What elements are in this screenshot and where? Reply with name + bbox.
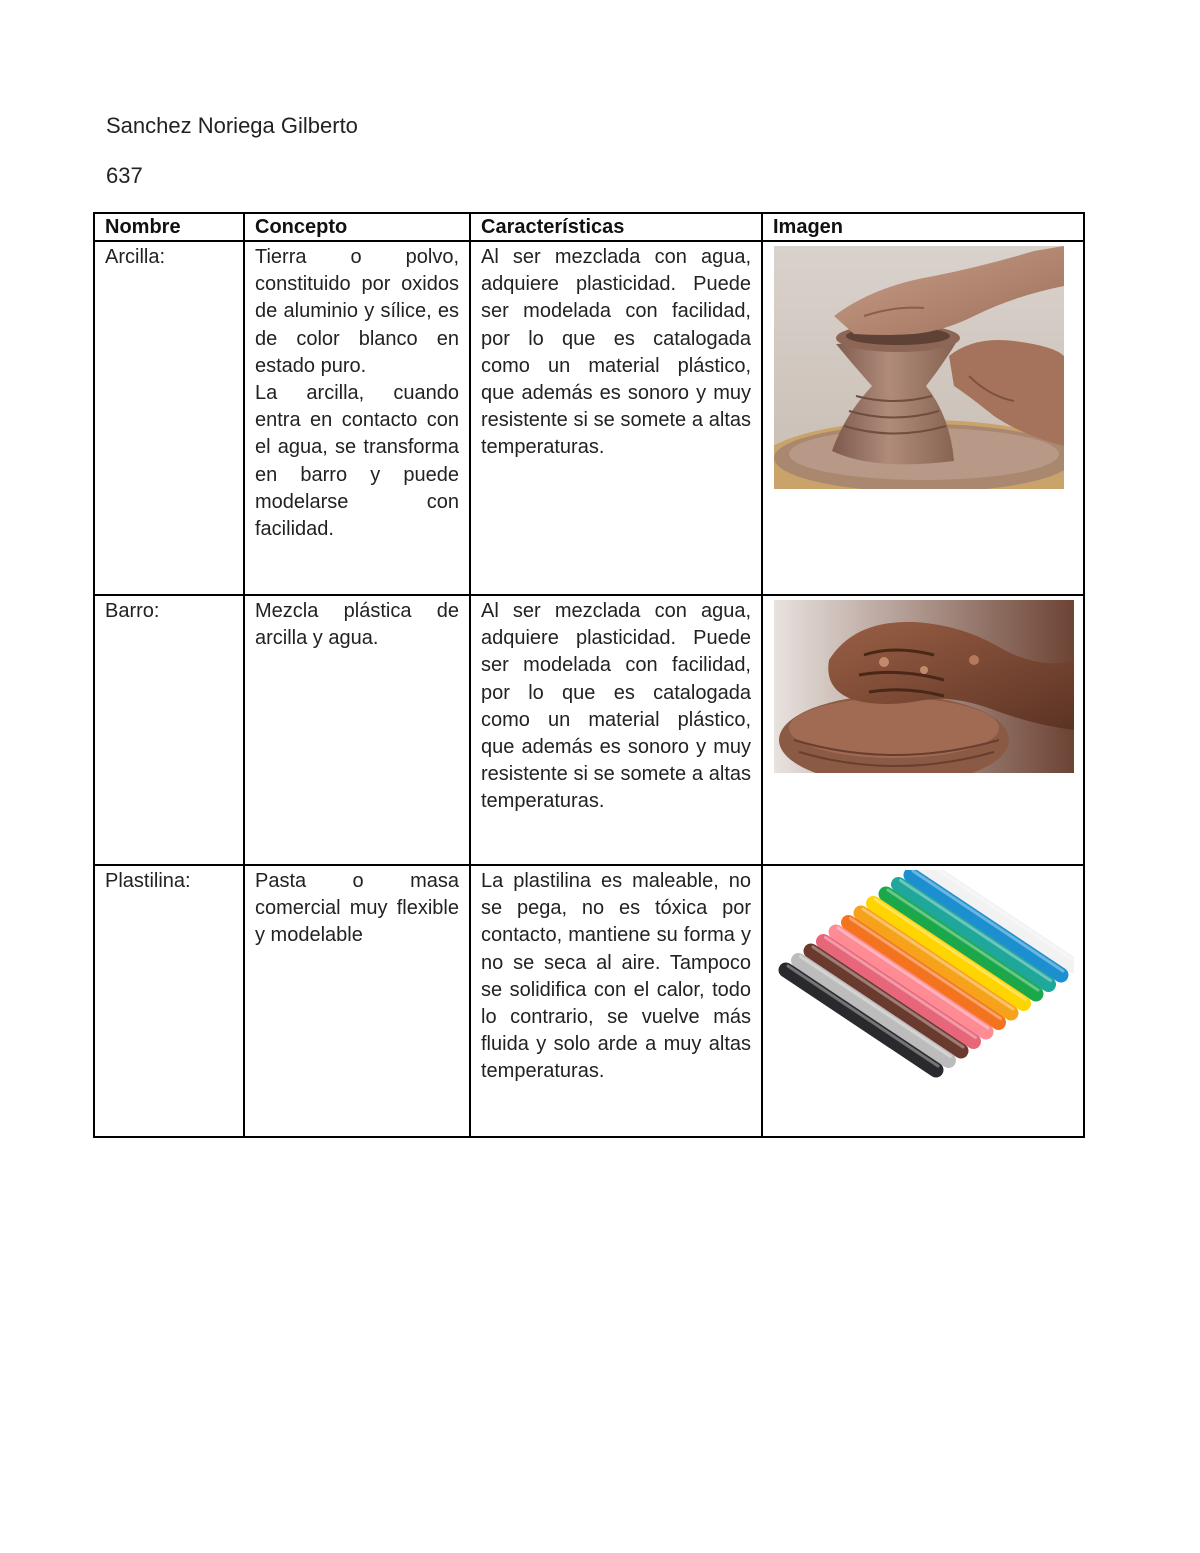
- plasticine-sticks-image: [774, 870, 1074, 1090]
- pottery-wheel-clay-image: [774, 246, 1064, 489]
- row-concepto: Mezcla plástica de arcilla y agua.: [255, 600, 459, 650]
- row-concepto: Pasta o masa comercial muy flexible y modelable: [255, 870, 459, 947]
- header-concepto: Concepto: [244, 213, 470, 241]
- concepto-paragraph: Tierra o polvo, constituido por oxidos de aluminio y sílice, es de color blanco en estado puro.: [255, 246, 459, 377]
- header-nombre: Nombre: [94, 213, 244, 241]
- author-name: Sanchez Noriega Gilberto: [106, 113, 358, 138]
- row-name: Barro:: [105, 600, 160, 622]
- group-number: 637: [106, 163, 143, 188]
- row-name: Plastilina:: [105, 870, 191, 892]
- row-concepto: [245, 242, 469, 543]
- row-name: Arcilla:: [105, 246, 166, 268]
- table-row: [94, 865, 1084, 1137]
- row-caracteristicas: Al ser mezclada con agua, adquiere plasticidad. Puede ser modelada con facilidad, por lo que es catalogada como un material plástico, que además es sonoro y muy resistente si se somete a altas temperaturas.: [481, 600, 751, 813]
- table-row: [94, 241, 1084, 595]
- header-imagen: Imagen: [762, 213, 1084, 241]
- muddy-hands-image: [774, 600, 1074, 773]
- table-row: [94, 595, 1084, 865]
- table-header-row: [94, 213, 1084, 241]
- header-caracteristicas: Características: [470, 213, 762, 241]
- row-caracteristicas: La plastilina es maleable, no se pega, no es tóxica por contacto, mantiene su forma y no se seca al aire. Tampoco se solidifica con el calor, todo lo contrario, se vuelve más fluida y solo arde a muy altas temperaturas.: [481, 870, 751, 1083]
- row-caracteristicas: Al ser mezclada con agua, adquiere plasticidad. Puede ser modelada con facilidad, por lo que es catalogada como un material plástico, que además es sonoro y muy resistente si se somete a altas temperaturas.: [481, 246, 751, 459]
- concepto-paragraph: La arcilla, cuando entra en contacto con el agua, se transforma en barro y puede modelarse con facilidad.: [255, 382, 459, 541]
- materials-table: [93, 212, 1085, 1138]
